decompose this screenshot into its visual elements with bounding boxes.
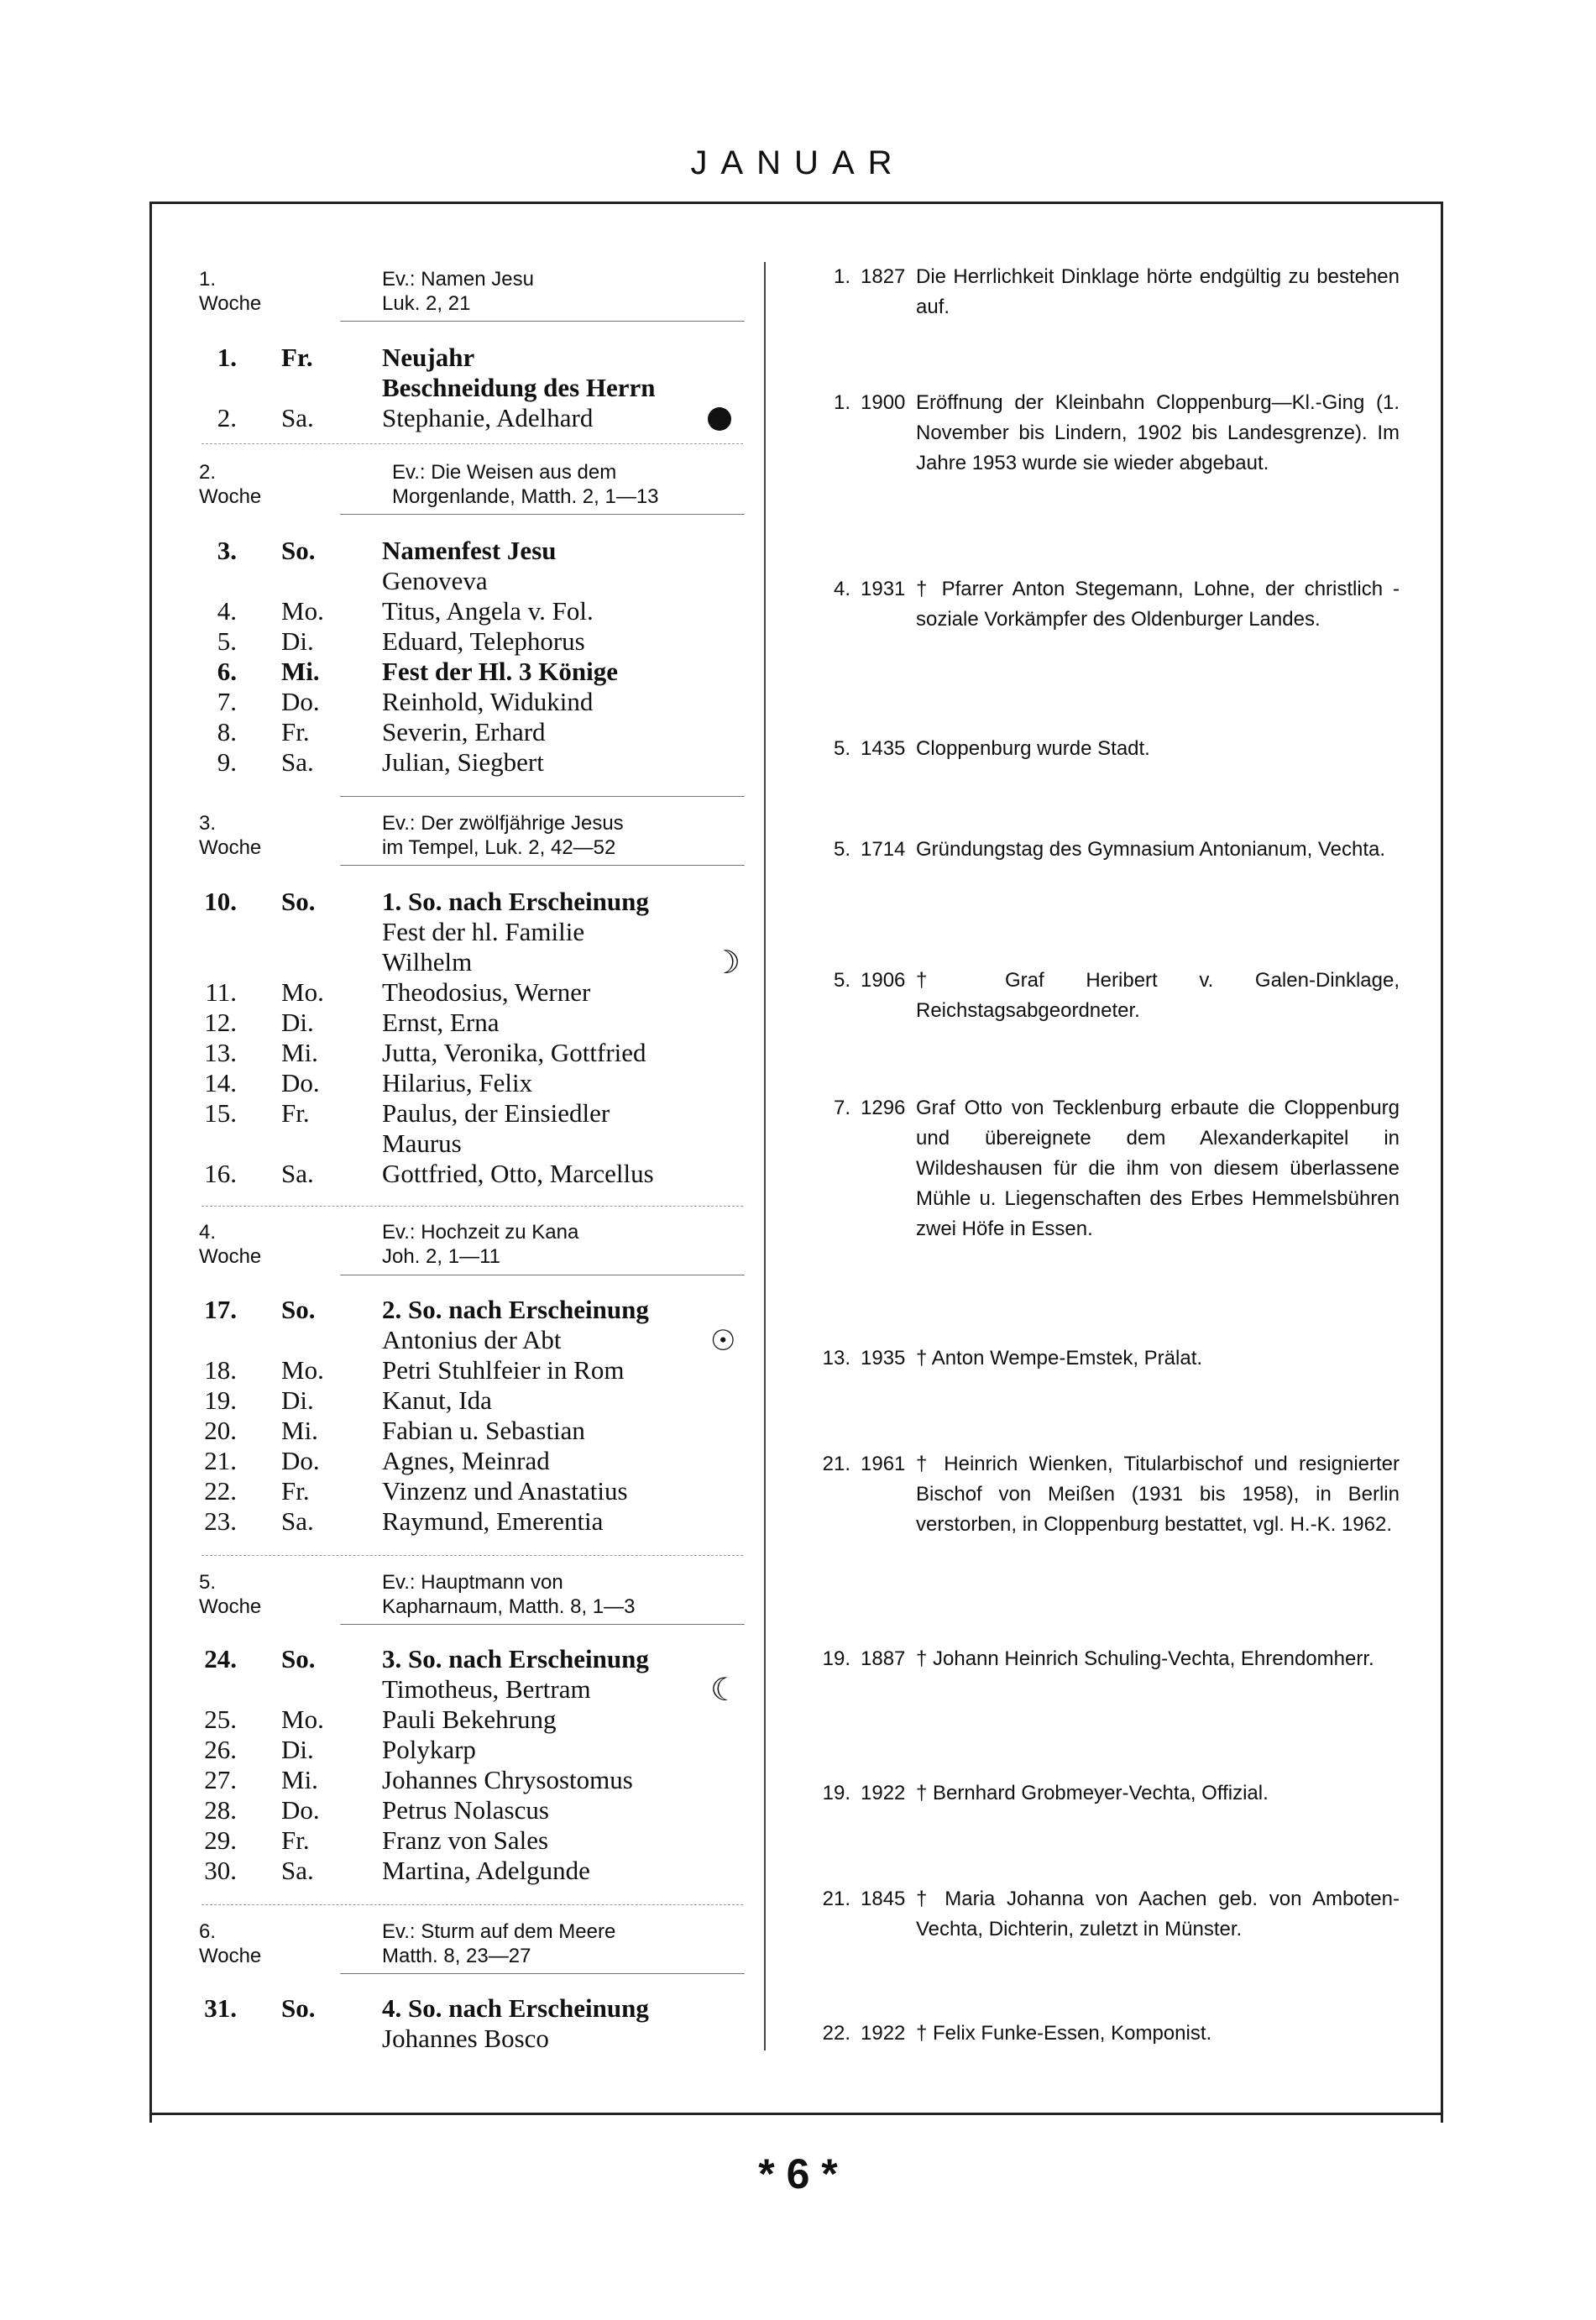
first-quarter-moon-icon: ☽ bbox=[712, 944, 741, 981]
gospel-reading: Ev.: Hochzeit zu Kana Joh. 2, 1—11 bbox=[382, 1221, 579, 1268]
week-label: 1. Woche bbox=[199, 268, 262, 315]
week-divider bbox=[201, 1206, 743, 1207]
week-divider bbox=[340, 1624, 745, 1625]
day-continuation: Fest der hl. Familie bbox=[382, 917, 585, 946]
gospel-reading: Ev.: Namen Jesu Luk. 2, 21 bbox=[382, 268, 534, 315]
gospel-reading: Ev.: Hauptmann von Kapharnaum, Matth. 8, 1—3 bbox=[382, 1571, 636, 1618]
gospel-reading: Ev.: Der zwölfjährige Jesus im Tempel, Luk. 2, 42—52 bbox=[382, 812, 624, 859]
day-continuation: Antonius der Abt bbox=[382, 1325, 562, 1354]
day-continuation: Wilhelm bbox=[382, 947, 473, 977]
week-label: 2. Woche bbox=[199, 461, 262, 508]
column-separator bbox=[764, 262, 766, 2050]
week-divider bbox=[340, 865, 745, 866]
gospel-reading: Ev.: Die Weisen aus dem Morgenlande, Matth. 2, 1—13 bbox=[392, 461, 659, 508]
day-continuation: Maurus bbox=[382, 1129, 462, 1158]
day-continuation: Beschneidung des Herrn bbox=[382, 373, 656, 402]
gospel-reading: Ev.: Sturm auf dem Meere Matth. 8, 23—27 bbox=[382, 1920, 616, 1967]
week-label: 4. Woche bbox=[199, 1221, 262, 1268]
day-continuation: Timotheus, Bertram bbox=[382, 1674, 591, 1704]
day-continuation: Genoveva bbox=[382, 566, 488, 595]
week-divider bbox=[201, 1555, 743, 1556]
week-divider bbox=[340, 796, 745, 797]
page-number: * 6 * bbox=[758, 2150, 838, 2197]
day-continuation: Johannes Bosco bbox=[382, 2024, 549, 2053]
week-divider bbox=[340, 1973, 745, 1974]
week-divider bbox=[340, 514, 745, 515]
frame-left-border bbox=[149, 202, 152, 2123]
week-divider bbox=[340, 321, 745, 322]
new-moon-icon: ☉ bbox=[710, 1324, 736, 1358]
frame-right-border bbox=[1441, 202, 1443, 2123]
week-label: 5. Woche bbox=[199, 1571, 262, 1618]
frame-top-border bbox=[149, 202, 1442, 204]
week-divider bbox=[201, 443, 743, 444]
week-label: 6. Woche bbox=[199, 1920, 262, 1967]
week-label: 3. Woche bbox=[199, 812, 262, 859]
last-quarter-moon-icon: ☾ bbox=[710, 1671, 740, 1708]
week-divider bbox=[201, 1904, 743, 1905]
page-title: JANUAR bbox=[690, 144, 906, 181]
frame-bottom-border bbox=[149, 2113, 1442, 2115]
full-moon-icon bbox=[708, 407, 731, 431]
